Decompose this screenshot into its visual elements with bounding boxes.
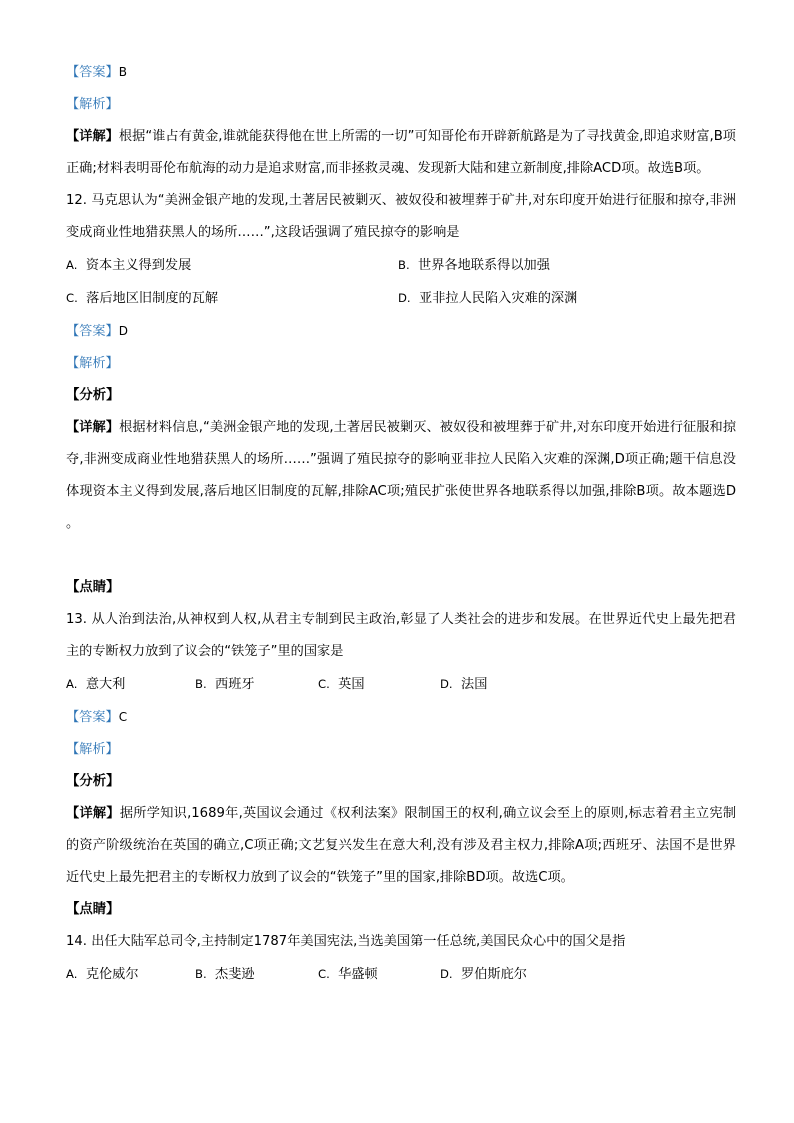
option-14-d[interactable] bbox=[440, 958, 527, 991]
option-letter-13-b: B. bbox=[195, 677, 207, 691]
document-body bbox=[66, 56, 736, 991]
option-13-d[interactable] bbox=[440, 668, 487, 701]
option-letter-14-a: A. bbox=[66, 967, 78, 981]
explanation-label-q12: 【解析】 bbox=[66, 356, 119, 371]
option-12-a[interactable] bbox=[66, 249, 398, 282]
option-letter-14-d: D. bbox=[440, 967, 453, 981]
option-row-12-cd bbox=[66, 282, 736, 315]
answer-value-q13: C bbox=[118, 710, 128, 724]
question-number-12: 12. bbox=[66, 193, 87, 208]
option-row-14 bbox=[66, 958, 736, 991]
option-text-13-c: 英国 bbox=[338, 677, 365, 692]
option-letter-13-d: D. bbox=[440, 677, 453, 691]
option-text-14-a: 克伦威尔 bbox=[85, 967, 139, 982]
answer-label-q13: 【答案】 bbox=[66, 710, 119, 725]
explanation-label-q13: 【解析】 bbox=[66, 742, 119, 757]
question-text-14: 出任大陆军总司令,主持制定1787年美国宪法,当选美国第一任总统,美国民众心中的国父是指 bbox=[91, 934, 626, 949]
option-14-b[interactable] bbox=[195, 958, 318, 991]
option-14-c[interactable] bbox=[318, 958, 440, 991]
detail-paragraph-q11 bbox=[66, 121, 736, 185]
option-letter-12-b: B. bbox=[398, 258, 410, 272]
question-number-13: 13. bbox=[66, 612, 87, 627]
question-number-14: 14. bbox=[66, 934, 87, 949]
block-spacer-q12 bbox=[66, 540, 736, 572]
option-text-13-d: 法国 bbox=[461, 677, 488, 692]
detail-text-q13: 据所学知识,1689年,英国议会通过《权利法案》限制国王的权利,确立议会至上的原则,标志着君主立宪制的资产阶级统治在英国的确立,C项正确;文艺复兴发生在意大利,没有涉及君主权力,排除A项;西班牙、法国不是世界近代史上最先把君主的专断权力放到了议会的“铁笼子”里的国家,排除BD项。故选C项。 bbox=[66, 806, 737, 885]
option-text-14-b: 杰斐逊 bbox=[215, 967, 255, 982]
question-stem-14 bbox=[66, 926, 736, 958]
option-letter-12-c: C. bbox=[66, 291, 78, 305]
detail-label-q13: 【详解】 bbox=[66, 806, 120, 821]
answer-line-q12 bbox=[66, 315, 736, 348]
detail-label-q11: 【详解】 bbox=[66, 129, 119, 144]
option-letter-14-b: B. bbox=[195, 967, 207, 981]
option-text-14-d: 罗伯斯庇尔 bbox=[461, 967, 527, 982]
option-letter-13-a: A. bbox=[66, 677, 78, 691]
option-14-a[interactable] bbox=[66, 958, 195, 991]
analysis-label-q13: 【分析】 bbox=[66, 774, 120, 789]
option-text-12-b: 世界各地联系得以加强 bbox=[418, 258, 550, 273]
detail-paragraph-q12 bbox=[66, 412, 736, 540]
option-text-12-a: 资本主义得到发展 bbox=[85, 258, 192, 273]
answer-line-q11 bbox=[66, 56, 736, 89]
option-13-c[interactable] bbox=[318, 668, 440, 701]
answer-label-q12: 【答案】 bbox=[66, 324, 119, 339]
option-12-c[interactable] bbox=[66, 282, 398, 315]
detail-label-q12: 【详解】 bbox=[66, 420, 120, 435]
analysis-label-q12: 【分析】 bbox=[66, 388, 120, 403]
detail-text-q11: 根据“谁占有黄金,谁就能获得他在世上所需的一切”可知哥伦布开辟新航路是为了寻找黄金,即追求财富,B项正确;材料表明哥伦布航海的动力是追求财富,而非拯救灵魂、发现新大陆和建立新制度,排除ACD项。故选B项。 bbox=[66, 129, 736, 176]
key-point-label-q13: 【点睛】 bbox=[66, 902, 120, 917]
answer-label-q11: 【答案】 bbox=[66, 65, 119, 80]
option-letter-12-a: A. bbox=[66, 258, 78, 272]
option-12-b[interactable] bbox=[398, 249, 730, 282]
detail-paragraph-q13 bbox=[66, 798, 736, 894]
option-text-12-d: 亚非拉人民陷入灾难的深渊 bbox=[419, 291, 578, 306]
answer-value-q11: B bbox=[118, 65, 127, 79]
answer-value-q12: D bbox=[118, 324, 128, 338]
explanation-label-q11: 【解析】 bbox=[66, 97, 119, 112]
option-row-12-ab bbox=[66, 249, 736, 282]
option-13-b[interactable] bbox=[195, 668, 318, 701]
option-letter-14-c: C. bbox=[318, 967, 330, 981]
option-letter-13-c: C. bbox=[318, 677, 330, 691]
option-text-12-c: 落后地区旧制度的瓦解 bbox=[86, 291, 219, 306]
answer-line-q13 bbox=[66, 701, 736, 734]
option-text-13-a: 意大利 bbox=[85, 677, 126, 692]
option-text-14-c: 华盛顿 bbox=[338, 967, 378, 982]
question-text-12: 马克思认为“美洲金银产地的发现,土著居民被剿灭、被奴役和被埋葬于矿井,对东印度开始进行征服和掠夺,非洲变成商业性地猎获黑人的场所……”,这段话强调了殖民掠夺的影响是 bbox=[66, 193, 736, 240]
option-row-13 bbox=[66, 668, 736, 701]
option-text-13-b: 西班牙 bbox=[215, 677, 255, 692]
option-letter-12-d: D. bbox=[398, 291, 411, 305]
question-stem-12 bbox=[66, 185, 736, 249]
option-13-a[interactable] bbox=[66, 668, 195, 701]
question-stem-13 bbox=[66, 604, 736, 668]
key-point-label-q12: 【点睛】 bbox=[66, 580, 120, 595]
detail-text-q12: 根据材料信息,“美洲金银产地的发现,土著居民被剿灭、被奴役和被埋葬于矿井,对东印度开始进行征服和掠夺,非洲变成商业性地猎获黑人的场所……”强调了殖民掠夺的影响亚非拉人民陷入灾难的深渊,D项正确;题干信息没体现资本主义得到发展,落后地区旧制度的瓦解,排除AC项;殖民扩张使世界各地联系得以加强,排除B项。故本题选D 。 bbox=[66, 420, 737, 531]
question-text-13: 从人治到法治,从神权到人权,从君主专制到民主政治,彰显了人类社会的进步和发展。在世界近代史上最先把君主的专断权力放到了议会的“铁笼子”里的国家是 bbox=[66, 612, 736, 659]
option-12-d[interactable] bbox=[398, 282, 730, 315]
